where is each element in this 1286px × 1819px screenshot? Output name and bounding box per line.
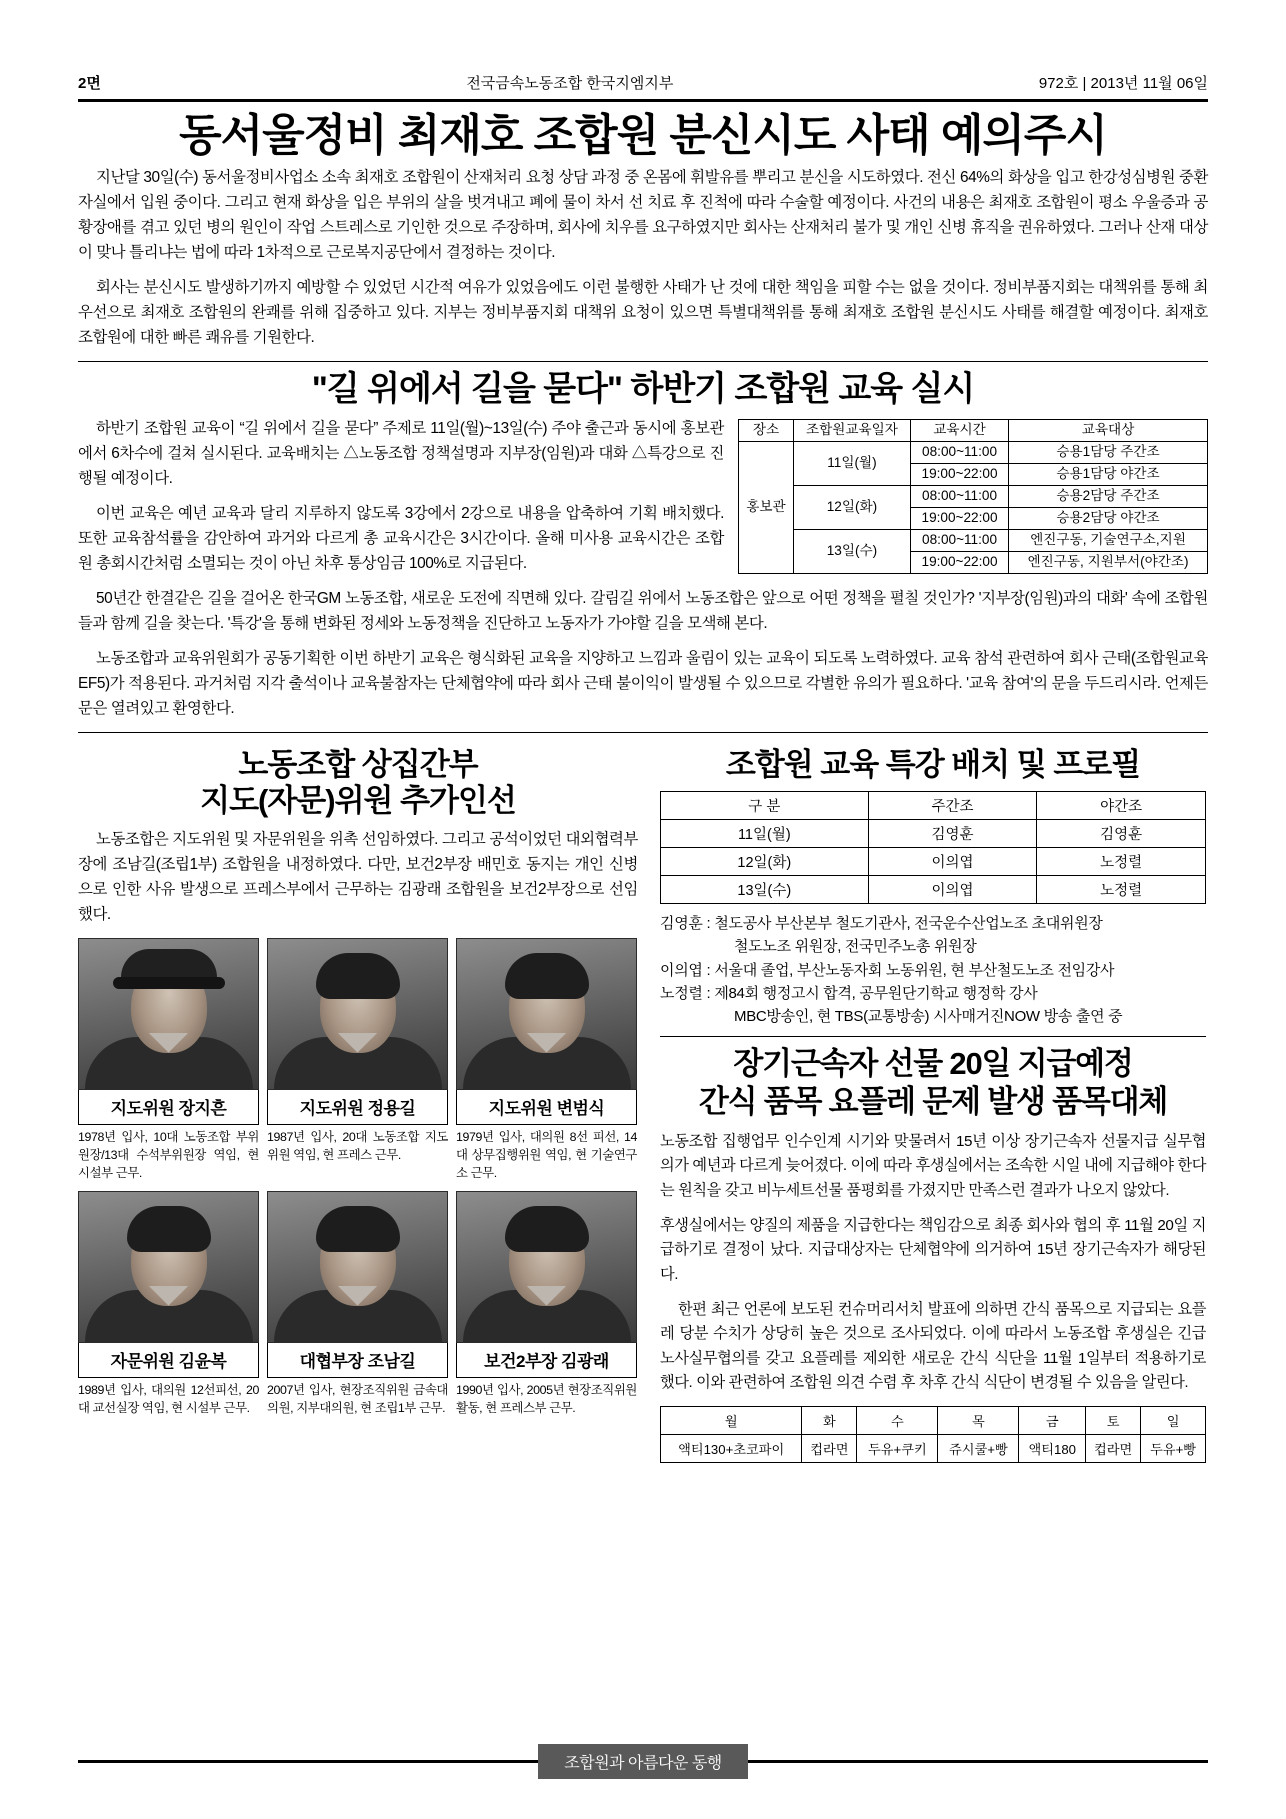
table-row [739,442,1208,464]
officer-name: 지도위원 변범식 [456,1090,637,1125]
article2-paragraph-2: 이번 교육은 예년 교육과 달리 지루하지 않도록 3강에서 2강으로 내용을 압축하여 기획 배치했다. 또한 교육참석률을 감안하여 과거와 다르게 총 교육시간은 3시간이다. 올해 미사용 교육시간은 조합원 총회시간처럼 소멸되는 것이 아닌 차후 통상임금 100%로 지급된다. [78,505,724,572]
table-header-row [661,1407,1206,1435]
officer-card [78,938,259,1183]
lecturer-bio: 철도공사 부산본부 철도기관사, 전국운수산업노조 초대위원장 [714,915,1103,933]
table-row [739,486,1208,508]
cell-target: 승용1담당 야간조 [1009,464,1208,486]
lecturer-name: 김영훈 : [660,915,711,933]
cell-place: 홍보관 [739,442,794,574]
col-sat: 토 [1086,1407,1141,1435]
article3-headline-line2: 간식 품목 요플레 문제 발생 품목대체 [698,1083,1168,1119]
cell-target: 승용2담당 야간조 [1009,508,1208,530]
lecturer-bio-cont: MBC방송인, 현 TBS(교통방송) 시사매거진NOW 방송 출연 중 [734,1008,1123,1026]
officer-card [267,938,448,1183]
lecturer-bio: 제84회 행정고시 합격, 공무원단기학교 행정학 강사 [714,984,1038,1002]
page-number: 2면 [78,75,101,92]
lecturer-name: 이의엽 : [660,961,711,979]
left-column-title [78,747,638,820]
col-place: 장소 [739,420,794,442]
lecturer-profile [660,959,1206,982]
col-division: 구 분 [661,792,869,820]
officer-bio: 2007년 입사, 현장조직위원 금속대의원, 지부대의원, 현 조립1부 근무. [267,1382,448,1415]
cell-sat: 컵라면 [1086,1435,1141,1463]
officer-bio: 1979년 입사, 대의원 8선 피선, 14대 상무집행위원 역임, 현 기술연구소 근무. [456,1129,637,1180]
cell-night: 김영훈 [1037,820,1206,848]
article3-paragraph-1: 노동조합 집행업무 인수인계 시기와 맞물려서 15년 이상 장기근속자 선물지급 실무협의가 예년과 다르게 늦어졌다. 이에 따라 후생실에서는 조속한 시일 내에 지급해야 한다는 원칙을 갖고 비누세트선물 품평회를 가졌지만 만족스런 결과가 나오지 않았다. [660,1132,1206,1200]
col-sun: 일 [1141,1407,1206,1435]
lecturer-bio-cont: 철도노조 위원장, 전국민주노총 위원장 [734,938,977,956]
masthead-rule [78,99,1208,102]
footer-tagline: 조합원과 아름다운 동행 [538,1744,747,1779]
officer-name: 대협부장 조남길 [267,1343,448,1378]
cell-target: 엔진구동, 지원부서(야간조) [1009,552,1208,574]
cell-thu: 쥬시쿨+빵 [938,1435,1019,1463]
article2-headline: "길 위에서 길을 묻다" 하반기 조합원 교육 실시 [311,370,975,409]
lecturer-profile [660,982,1206,1005]
education-schedule-table-wrap [738,419,1208,574]
officer-portrait [267,1191,448,1343]
right-column-title: 조합원 교육 특강 배치 및 프로필 [725,746,1141,782]
cell-time: 19:00~22:00 [910,552,1008,574]
issue-info: 972호 | 2013년 11월 06일 [1038,75,1208,92]
masthead [78,72,1208,97]
col-wed: 수 [857,1407,938,1435]
col-thu: 목 [938,1407,1019,1435]
article1-paragraph-1: 지난달 30일(수) 동서울정비사업소 소속 최재호 조합원이 산재처리 요청 상담 과정 중 온몸에 휘발유를 뿌리고 분신을 시도하였다. 전신 64%의 화상을 입고 한강성심병원 중환자실에서 입원 중이다. 그리고 현재 화상을 입은 부위의 살을 벗겨내고 폐에 물이 차서 선 치료 후 진척에 따라 수술할 예정이다. 사건의 내용은 최재호 조합원이 평소 우울증과 공황장애를 겪고 있던 병의 원인이 작업 스트레스로 기인한 것으로 주장하며, 회사에 치우를 요구하였지만 회사는 산재처리 불가 및 개인 신병 휴직을 권유하였다. 그러나 산재 대상이 맞나 틀리냐는 법에 따라 1차적으로 근로복지공단에서 결정하는 것이다. [78,169,1208,262]
article1-headline: 동서울정비 최재호 조합원 분신시도 사태 예의주시 [179,111,1107,160]
cell-target: 승용2담당 주간조 [1009,486,1208,508]
article3-paragraph-2: 후생실에서는 양질의 제품을 지급한다는 책임감으로 최종 회사와 협의 후 11월 20일 지급하기로 결정이 났다. 지급대상자는 단체협약에 의거하여 15년 장기근속자가 해당된다. [660,1216,1206,1283]
cell-tue: 컵라면 [802,1435,857,1463]
page-footer [78,1744,1208,1779]
lecturer-bio: 서울대 졸업, 부산노동자회 노동위원, 현 부산철도노조 전임강사 [714,961,1115,979]
col-mon: 월 [661,1407,802,1435]
col-target: 교육대상 [1009,420,1208,442]
article3-paragraph-3: 한편 최근 언론에 보도된 컨슈머리서치 발표에 의하면 간식 품목으로 지급되는 요플레 당분 수치가 상당히 높은 것으로 조사되었다. 이에 따라서 노동조합 후생실은 긴급 노사실무협의를 갖고 요플레를 제외한 새로운 간식 식단을 11월 1일부터 적용하기로 했다. 이와 관련하여 조합원 의견 수렴 후 차후 간식 식단이 변경될 수 있음을 알린다. [660,1300,1206,1392]
footer-rule-left [78,1760,538,1763]
cell-time: 19:00~22:00 [910,464,1008,486]
page-content [78,72,1208,1463]
cell-sun: 두유+빵 [1141,1435,1206,1463]
cell-mon: 액티130+초코파이 [661,1435,802,1463]
table-row [661,820,1206,848]
col-date: 조합원교육일자 [793,420,910,442]
officer-card [267,1191,448,1418]
col-time: 교육시간 [910,420,1008,442]
officer-bio: 1990년 입사, 2005년 현장조직위원 활동, 현 프레스부 근무. [456,1382,637,1415]
publisher-name: 전국금속노동조합 한국지엠지부 [466,75,674,92]
cell-target: 승용1담당 주간조 [1009,442,1208,464]
cell-night: 노정렬 [1037,848,1206,876]
cell-date: 11일(월) [661,820,869,848]
officer-card [456,1191,637,1418]
table-row [661,848,1206,876]
officer-portrait [456,938,637,1090]
officer-bio: 1978년 입사, 10대 노동조합 부위원장/13대 수석부위원장 역임, 현 시설부 근무. [78,1129,259,1180]
article2-paragraph-4: 노동조합과 교육위원회가 공동기획한 이번 하반기 교육은 형식화된 교육을 지양하고 느낌과 울림이 있는 교육이 되도록 노력하였다. 교육 참석 관련하여 회사 근태(조합원교육 EF5)가 적용된다. 과거처럼 지각 출석이나 교육불참자는 단체협약에 따라 회사 근태 불이익이 발생될 수 있으므로 각별한 유의가 필요하다. '교육 참여'의 문을 두드리시라. 언제든 문은 열려있고 환영한다. [78,649,1208,717]
officer-card [78,1191,259,1418]
article2-paragraph-1: 하반기 조합원 교육이 “길 위에서 길을 묻다” 주제로 11일(월)~13일(수) 주야 출근과 동시에 홍보관에서 6차수에 걸쳐 실시된다. 교육배치는 △노동조합 정책설명과 지부장(임원)과 대화 △특강으로 진행될 예정이다. [78,420,724,488]
left-column [78,741,638,1463]
snack-menu-table [660,1406,1206,1463]
lecturer-profiles [660,912,1206,1028]
officer-bio: 1989년 입사, 대의원 12선피선, 20대 교선실장 역임, 현 시설부 근무. [78,1382,259,1415]
left-column-paragraph: 노동조합은 지도위원 및 자문위원을 위촉 선임하였다. 그리고 공석이었던 대외협력부장에 조남길(조립1부) 조합원을 내정하였다. 다만, 보건2부장 배민호 동지는 개인 신병으로 인한 사유 발생으로 프레스부에서 근무하는 김광래 조합원을 보건2부장으로 선임했다. [78,830,638,923]
cell-night: 노정렬 [1037,876,1206,904]
officer-name: 자문위원 김윤복 [78,1343,259,1378]
lecturer-assignment-table [660,791,1206,904]
officer-name: 지도위원 장지흔 [78,1090,259,1125]
table-row [739,530,1208,552]
officer-portrait [267,938,448,1090]
cell-date: 12일(화) [793,486,910,530]
right-column [660,741,1206,1463]
cell-wed: 두유+쿠키 [857,1435,938,1463]
officers-photo-grid [78,938,638,1418]
lecturer-name: 노정렬 : [660,984,711,1002]
footer-rule-right [748,1760,1208,1763]
col-night-shift: 야간조 [1037,792,1206,820]
col-fri: 금 [1019,1407,1086,1435]
cell-date: 12일(화) [661,848,869,876]
left-title-line2: 지도(자문)위원 추가인선 [200,783,516,819]
cell-day: 김영훈 [868,820,1037,848]
lecturer-profile [660,912,1206,935]
article1-paragraph-2: 회사는 분신시도 발생하기까지 예방할 수 있었던 시간적 여유가 있었음에도 이런 불행한 사태가 난 것에 대한 책임을 피할 수는 없을 것이다. 정비부품지회는 대책위를 통해 최우선으로 최재호 조합원의 완쾌를 위해 집중하고 있다. 지부는 정비부품지회 대책위 요청이 있으면 특별대책위를 통해 최재호 조합원 분신시도 사태를 해결할 예정이다. 최재호 조합원에 대한 빠른 쾌유를 기원한다. [78,279,1208,347]
cell-date: 13일(수) [793,530,910,574]
officer-portrait [78,938,259,1090]
section-divider-3 [660,1036,1206,1037]
col-tue: 화 [802,1407,857,1435]
article3-headline [660,1045,1206,1119]
cell-time: 08:00~11:00 [910,442,1008,464]
officer-card [456,938,637,1183]
article2-paragraph-3: 50년간 한결같은 길을 걸어온 한국GM 노동조합, 새로운 도전에 직면해 있다. 갈림길 위에서 노동조합은 앞으로 어떤 정책을 펼칠 것인가? '지부장(임원)과의 대화' 속에 조합원들과 함께 길을 찾는다. '특강'을 통해 변화된 정세와 노동정책을 진단하고 노동자가 가야할 길을 모색해 본다. [78,589,1208,632]
officer-portrait [456,1191,637,1343]
officer-name: 보건2부장 김광래 [456,1343,637,1378]
officer-name: 지도위원 정용길 [267,1090,448,1125]
section-divider-2 [78,732,1208,733]
education-schedule-table [738,419,1208,574]
cell-time: 08:00~11:00 [910,530,1008,552]
cell-time: 08:00~11:00 [910,486,1008,508]
cell-day: 이의엽 [868,876,1037,904]
left-title-line1: 노동조합 상집간부 [238,746,478,782]
cell-day: 이의엽 [868,848,1037,876]
col-day-shift: 주간조 [868,792,1037,820]
table-row [661,1435,1206,1463]
article3-headline-line1: 장기근속자 선물 20일 지급예정 [733,1046,1133,1082]
officer-portrait [78,1191,259,1343]
cell-fri: 액티180 [1019,1435,1086,1463]
section-divider-1 [78,361,1208,362]
cell-time: 19:00~22:00 [910,508,1008,530]
table-row [661,876,1206,904]
cell-date: 13일(수) [661,876,869,904]
table-header-row [739,420,1208,442]
officer-bio: 1987년 입사, 20대 노동조합 지도위원 역임, 현 프레스 근무. [267,1129,448,1162]
table-header-row [661,792,1206,820]
cell-target: 엔진구동, 기술연구소,지원 [1009,530,1208,552]
cell-date: 11일(월) [793,442,910,486]
lower-columns [78,741,1208,1463]
